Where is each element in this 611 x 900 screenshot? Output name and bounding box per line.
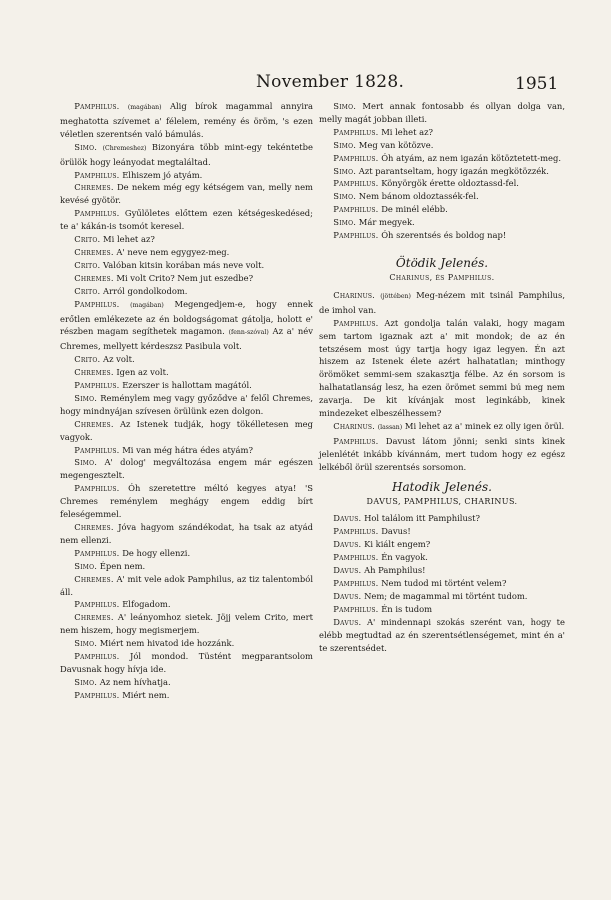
dialogue-line <box>60 573 313 599</box>
dialogue-line <box>319 317 565 420</box>
dialogue-line <box>319 165 565 178</box>
speaker-name: Chremes. <box>74 573 114 584</box>
dialogue-line <box>60 259 313 272</box>
stage-direction: (fenn-szóval) <box>228 329 269 337</box>
speaker-name: Pamphilus. <box>333 435 379 446</box>
dialogue-text: De hogy ellenzi. <box>122 547 191 558</box>
dialogue-text: Meg-nézem mit tsinál Pamphilus, de imhol van. <box>319 289 565 315</box>
dialogue-text: Már megyek. <box>358 217 415 228</box>
speaker-name: Pamphilus. <box>74 483 120 494</box>
speaker-name: Davus. <box>333 616 362 627</box>
dialogue-text: Alig bírok magammal annyira meghatotta szívemet a' félelem, remény és öröm, 's ezen véletlen szerentsén való bámulás. <box>60 101 313 139</box>
scene-title: Hatodik Jelenés. <box>392 479 492 494</box>
speaker-name: Chremes. <box>74 182 114 193</box>
scene-cast: Charinus, és Pamphilus. <box>389 272 495 282</box>
dialogue-text: Óh szeretettre méltó kegyes atya! 'S Chremes reménylem meghágy engem eddig bírt feleségemmel. <box>60 483 313 520</box>
speaker-name: Pamphilus. <box>74 599 120 610</box>
dialogue-line <box>60 637 313 650</box>
dialogue-line <box>319 603 565 616</box>
dialogue-text: A' dolog' megváltozása engem már egészen megengesztelt. <box>60 457 313 481</box>
dialogue-line <box>319 551 565 564</box>
dialogue-line <box>60 207 313 233</box>
dialogue-text: Meg van kötözve. <box>358 139 434 150</box>
scene-cast: DAVUS, PAMPHILUS, CHARINUS. <box>366 496 518 506</box>
dialogue-text: Jóva hagyom szándékodat, ha tsak az atyád nem ellenzi. <box>60 522 313 545</box>
speaker-name: Pamphilus. <box>74 444 120 455</box>
dialogue-line <box>60 353 313 366</box>
dialogue-text: Davus! <box>381 526 411 537</box>
dialogue-text: Miért nem hivatod ide hozzánk. <box>99 638 235 649</box>
dialogue-text: Az a' név Chremes, mellyett kérdeszsz Pasibula volt. <box>60 326 313 352</box>
dialogue-text: Valóban kitsin korában más neve volt. <box>103 259 265 270</box>
dialogue-text: Gyűlöletes előttem ezen kétségeskedésed; te a' kákán-is tsomót keresel. <box>60 208 313 232</box>
stage-direction: (magában) <box>130 301 164 309</box>
speaker-name: Crito. <box>74 234 101 245</box>
dialogue-line <box>319 577 565 590</box>
dialogue-line <box>60 418 313 444</box>
speaker-name: Chremes. <box>74 367 114 378</box>
left-column <box>60 100 313 702</box>
dialogue-line <box>319 216 565 229</box>
stage-direction: (magában) <box>127 104 162 111</box>
dialogue-text: De minél elébb. <box>381 204 448 215</box>
dialogue-line <box>60 482 313 521</box>
speaker-name: Chremes. <box>74 246 114 257</box>
dialogue-line <box>60 169 313 182</box>
dialogue-text: Azt gondolja talán valaki, hogy magam sem tartom igaznak azt a' mit mondok; de az én tetszésem most úgy tartja hogy igaz legyen. Én azt hiszem az Istenek élete azért halhatatlan; minthogy örömöket semmi-sem szakasztja félbe. Az én sorsom is halhatatlanság lesz, ha ezen örömet semmi bú meg nem zavarja. De kit kívánjak most leginkább, kinek mindezeket elbeszélhessem? <box>319 317 565 419</box>
dialogue-line <box>60 598 313 611</box>
speaker-name: Pamphilus. <box>333 317 379 328</box>
speaker-name: Pamphilus. <box>74 380 120 391</box>
speaker-name: Pamphilus. <box>333 603 379 614</box>
dialogue-text: Épen nem. <box>99 560 146 571</box>
dialogue-text: Nem bánom oldoztassék-fel. <box>358 191 479 202</box>
speaker-name: Davus. <box>333 590 362 601</box>
dialogue-text: Óh szerentsés és boldog nap! <box>381 230 507 241</box>
speaker-name: Pamphilus. <box>333 126 379 137</box>
dialogue-line <box>60 100 313 141</box>
dialogue-text: Ezerszer is hallottam magától. <box>122 380 252 391</box>
speaker-name: Pamphilus. <box>74 651 120 662</box>
page-number: 1951 <box>515 74 559 94</box>
dialogue-text: A' leányomhoz sietek. Jöjj velem Crito, mert nem hiszem, hogy megismerjem. <box>60 612 313 636</box>
dialogue-line <box>60 366 313 379</box>
dialogue-text: Az volt. <box>103 354 135 365</box>
dialogue-line <box>319 435 565 474</box>
header-title: November 1828. <box>256 72 405 92</box>
dialogue-line <box>60 444 313 457</box>
dialogue-text: Én is tudom <box>381 603 433 614</box>
dialogue-text: Én vagyok. <box>381 552 428 563</box>
speaker-name: Chremes. <box>74 522 114 532</box>
dialogue-line <box>60 676 313 689</box>
dialogue-line <box>319 512 565 525</box>
dialogue-text: Könyörgök érette oldoztassd-fel. <box>381 178 519 189</box>
dialogue-text: Bizonyára több mint-egy tekéntetbe örülök hogy leányodat megtaláltad. <box>60 141 313 167</box>
dialogue-line <box>60 379 313 392</box>
stage-direction: (jöttében) <box>380 292 411 300</box>
dialogue-text: A' mit vele adok Pamphilus, az tiz talentomból áll. <box>60 573 313 597</box>
speaker-name: Crito. <box>74 259 101 270</box>
dialogue-line <box>319 564 565 577</box>
running-header <box>0 66 611 96</box>
dialogue-block <box>319 100 565 242</box>
speaker-name: Davus. <box>333 513 362 524</box>
speaker-name: Simo. <box>74 141 98 152</box>
dialogue-text: De nekem még egy kétségem van, melly nem kevésé gyötör. <box>60 182 314 206</box>
dialogue-line <box>319 420 565 435</box>
speaker-name: Simo. <box>74 560 98 571</box>
speaker-name: Simo. <box>333 191 357 202</box>
dialogue-text: Hol találom itt Pamphilust? <box>364 513 481 524</box>
speaker-name: Pamphilus. <box>333 204 379 215</box>
dialogue-line <box>60 689 313 702</box>
dialogue-line <box>60 233 313 246</box>
dialogue-text: Óh atyám, az nem igazán kötöztetett-meg. <box>381 152 562 163</box>
speaker-name: Pamphilus. <box>333 552 379 563</box>
dialogue-line <box>319 126 565 139</box>
dialogue-line <box>319 525 565 538</box>
speaker-name: Pamphilus. <box>74 298 120 309</box>
speaker-name: Simo. <box>333 217 357 228</box>
speaker-name: Charinus. <box>333 289 376 300</box>
dialogue-line <box>60 611 313 637</box>
speaker-name: Simo. <box>74 676 98 687</box>
dialogue-line <box>60 181 313 207</box>
dialogue-line <box>60 392 313 418</box>
scene-title: Ötödik Jelenés. <box>395 255 489 270</box>
dialogue-text: Megengedjem-e, hogy ennek erőtlen emlékezete az én boldogságomat gátolja, holott e' részben magam segíthetek magamon. <box>60 298 313 337</box>
dialogue-line <box>319 139 565 152</box>
speaker-name: Crito. <box>74 285 101 296</box>
dialogue-text: Igen az volt. <box>116 367 169 378</box>
dialogue-line <box>319 100 565 126</box>
dialogue-text: Davust látom jönni; senki sints kinek jelenlétét inkább kívánnám, mert tudom hogy ez egész lelkéből örül szerentsés sorsomon. <box>319 435 565 472</box>
speaker-name: Pamphilus. <box>333 526 379 537</box>
dialogue-text: Nem; de magammal mi történt tudom. <box>364 590 528 601</box>
dialogue-line <box>319 538 565 551</box>
speaker-name: Pamphilus. <box>74 208 120 219</box>
dialogue-text: Mi volt Crito? Nem jut eszedbe? <box>116 272 254 283</box>
dialogue-text: A' mindennapi szokás szerént van, hogy te elébb megtudtad az én szerentsétlenségemet, mint én a' te szerentsédet. <box>319 616 565 653</box>
stage-direction: (Chremeshez) <box>102 144 147 152</box>
dialogue-line <box>60 521 313 547</box>
dialogue-line <box>60 456 313 482</box>
speaker-name: Chremes. <box>74 418 114 429</box>
dialogue-line <box>60 285 313 298</box>
dialogue-line <box>60 272 313 285</box>
speaker-name: Simo. <box>333 139 357 150</box>
dialogue-line <box>60 246 313 259</box>
dialogue-text: Reménylem meg vagy győződve a' felől Chremes, hogy mindnyájan szívesen örülünk ezen dolgon. <box>60 392 313 416</box>
dialogue-line <box>60 547 313 560</box>
dialogue-text: Mi lehet az? <box>381 126 434 137</box>
speaker-name: Pamphilus. <box>74 689 120 700</box>
dialogue-text: Ki kiált engem? <box>364 539 431 550</box>
dialogue-line <box>60 650 313 676</box>
stage-direction: (lassan) <box>377 423 403 431</box>
dialogue-text: Mi lehet az? <box>103 234 155 245</box>
speaker-name: Chremes. <box>74 272 114 283</box>
dialogue-line <box>319 177 565 190</box>
speaker-name: Pamphilus. <box>333 230 379 241</box>
dialogue-text: Miért nem. <box>122 689 170 700</box>
dialogue-text: Ah Pamphilus! <box>364 565 426 576</box>
dialogue-line <box>60 298 313 354</box>
dialogue-text: Azt parantseltam, hogy igazán megkötözzék. <box>358 165 549 176</box>
dialogue-text: Mert annak fontosabb és ollyan dolga van, melly magát jobban illeti. <box>319 101 565 124</box>
speaker-name: Pamphilus. <box>333 152 379 163</box>
speaker-name: Charinus. <box>333 420 376 431</box>
speaker-name: Pamphilus. <box>74 101 120 111</box>
speaker-name: Crito. <box>74 354 101 365</box>
dialogue-line <box>319 152 565 165</box>
speaker-name: Chremes. <box>74 612 114 623</box>
speaker-name: Simo. <box>74 457 98 468</box>
dialogue-text: Jól mondod. Tüstént megparantsolom Davusnak hogy hívja ide. <box>60 651 313 674</box>
speaker-name: Pamphilus. <box>74 169 120 180</box>
dialogue-text: Mi lehet az a' minek ez olly igen örül. <box>404 420 565 431</box>
dialogue-text: A' neve nem egygyez-meg. <box>116 246 230 257</box>
dialogue-line <box>319 289 565 317</box>
dialogue-text: Mi van még hátra édes atyám? <box>122 444 253 455</box>
dialogue-line <box>319 203 565 216</box>
speaker-name: Simo. <box>74 638 98 649</box>
right-column <box>319 100 565 654</box>
dialogue-block <box>319 512 565 654</box>
dialogue-line <box>60 141 313 169</box>
speaker-name: Davus. <box>333 565 362 576</box>
dialogue-line <box>60 560 313 573</box>
dialogue-line <box>319 590 565 603</box>
dialogue-block <box>319 289 565 474</box>
dialogue-line <box>319 190 565 203</box>
dialogue-text: Arról gondolkodom. <box>103 285 188 296</box>
speaker-name: Pamphilus. <box>74 547 120 558</box>
speaker-name: Simo. <box>333 101 357 111</box>
dialogue-text: Elfogadom. <box>122 599 171 610</box>
speaker-name: Davus. <box>333 539 362 550</box>
dialogue-text: Az Istenek tudják, hogy tökélletesen meg vagyok. <box>60 418 313 442</box>
dialogue-text: Nem tudod mi történt velem? <box>381 578 507 588</box>
dialogue-text: Elhiszem jó atyám. <box>122 169 203 180</box>
speaker-name: Pamphilus. <box>333 178 379 189</box>
dialogue-line <box>319 616 565 655</box>
speaker-name: Pamphilus. <box>333 578 379 588</box>
speaker-name: Simo. <box>333 165 357 176</box>
dialogue-text: Az nem hívhatja. <box>99 676 171 687</box>
speaker-name: Simo. <box>74 392 98 403</box>
dialogue-line <box>319 229 565 242</box>
